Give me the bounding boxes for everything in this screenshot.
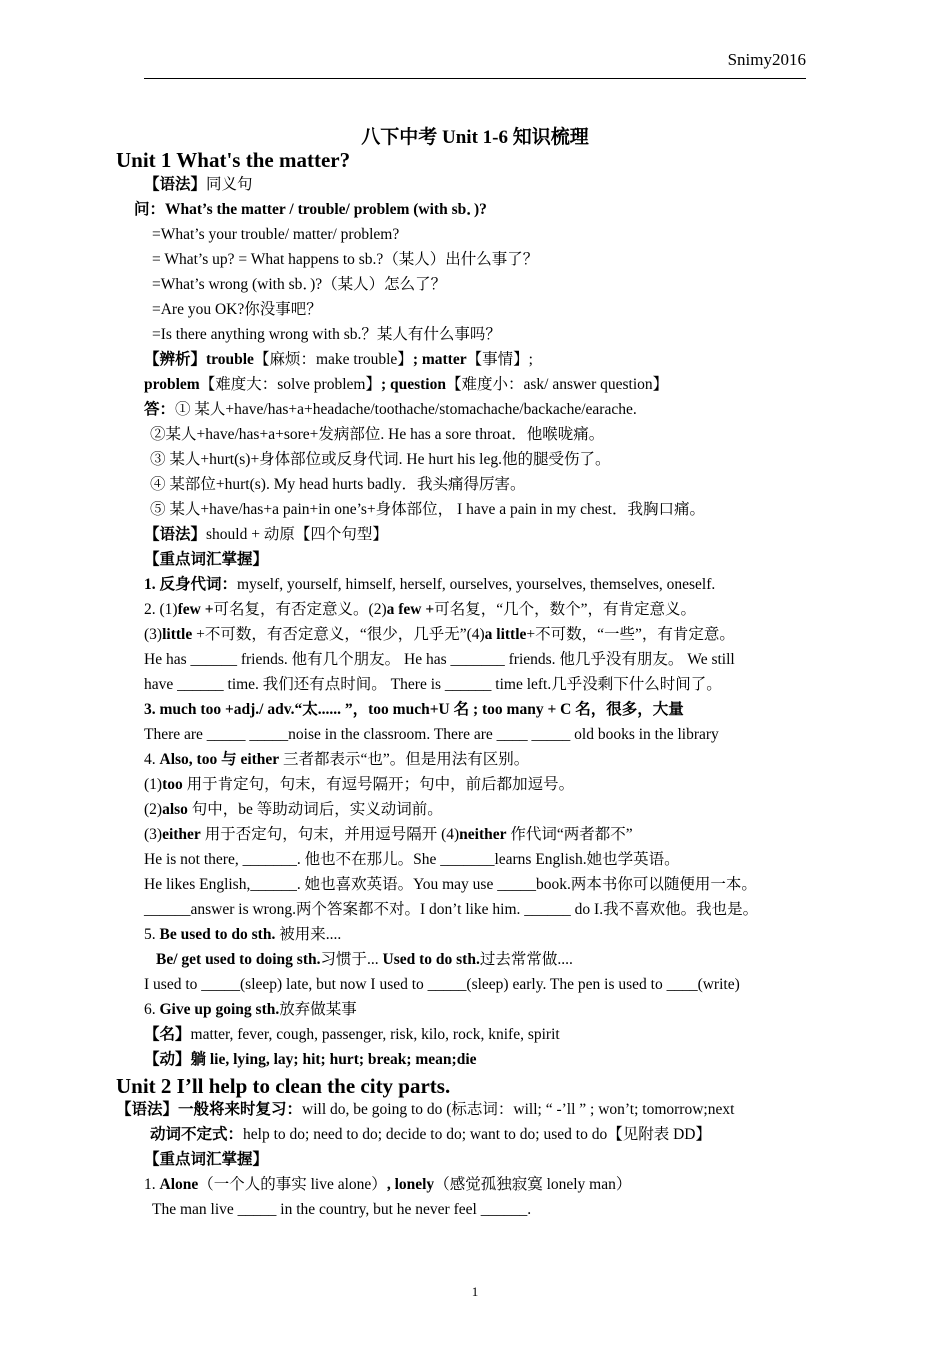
vocab-line: 4. Also, too 与 either 三者都表示“也”。但是用法有区别。 (144, 751, 530, 768)
vocab-line: 6. Give up going sth.放弃做某事 (144, 1001, 357, 1018)
vocab-line: Be/ get used to doing sth.习惯于... Used to do sth.过去常常做.... (156, 951, 573, 968)
answer-line: ⑤ 某人+have/has+a pain+in one’s+身体部位， I have a pain in my chest．我胸口痛。 (150, 501, 705, 518)
vocab-line: 1. Alone（一个人的事实 live alone）, lonely（感觉孤独寂寞 lonely man） (144, 1176, 632, 1193)
question-line: 问：What’s the matter / trouble/ problem (with sb．)? (134, 201, 487, 218)
vocab-heading: 【重点词汇掌握】 (144, 551, 269, 568)
grammar-line: 动词不定式：help to do; need to do; decide to do; want to do; used to do【见附表 DD】 (150, 1126, 711, 1143)
vocab-line: 5. Be used to do sth. 被用来.... (144, 926, 342, 943)
unit2-heading: Unit 2 I’ll help to clean the city parts. (116, 1074, 451, 1098)
exercise-line: I used to _____(sleep) late, but now I used to _____(sleep) early. The pen is used to ____(write) (144, 976, 740, 993)
answer-line: ③ 某人+hurt(s)+身体部位或反身代词. He hurt his leg.他的腿受伤了。 (150, 451, 611, 468)
exercise-line: He is not there, _______. 他也不在那儿。She _______learns English.她也学英语。 (144, 851, 680, 868)
header-divider (144, 78, 806, 79)
synonym-line: =What’s wrong (with sb．)?（某人）怎么了？ (152, 276, 447, 293)
header-brand: Snimy2016 (727, 50, 806, 69)
grammar-line: 【语法】should + 动原【四个句型】 (144, 526, 388, 543)
exercise-line: He has ______ friends. 他有几个朋友。 He has _______ friends. 他几乎没有朋友。 We still (144, 651, 735, 668)
answer-line: ②某人+have/has+a+sore+发病部位. He has a sore throat．他喉咙痛。 (150, 426, 605, 443)
synonym-line: =What’s your trouble/ matter/ problem? (152, 226, 400, 243)
exercise-line: The man live _____ in the country, but he never feel ______. (152, 1201, 532, 1218)
vocab-line: 3. much too +adj./ adv.“太...... ”，too much+U 名 ; too many + C 名，很多，大量 (144, 701, 684, 718)
page-number: 1 (471, 1284, 479, 1299)
answer-line: 答：① 某人+have/has+a+headache/toothache/stomachache/backache/earache. (144, 401, 637, 418)
synonym-line: = What’s up? = What happens to sb.?（某人）出什么事了？ (152, 251, 539, 268)
vocab-line: (3)little +不可数，有否定意义，“很少，几乎无”(4)a little+不可数，“一些”，有肯定意。 (144, 626, 735, 643)
unit1-heading: Unit 1 What's the matter? (116, 148, 351, 172)
exercise-line: have ______ time. 我们还有点时间。 There is ______ time left.几乎没剩下什么时间了。 (144, 676, 722, 693)
vocab-line: 2. (1)few +可名复，有否定意义。(2)a few +可名复，“几个，数个”，有肯定意义。 (144, 601, 696, 618)
exercise-line: There are _____ _____noise in the classroom. There are ____ _____ old books in the library (144, 726, 719, 743)
answer-line: ④ 某部位+hurt(s). My head hurts badly．我头痛得厉害。 (150, 476, 526, 493)
noun-list: 【名】matter, fever, cough, passenger, risk, kilo, rock, knife, spirit (144, 1026, 560, 1043)
exercise-line: He likes English,______. 她也喜欢英语。You may use _____book.两本书你可以随便用一本。 (144, 876, 757, 893)
synonym-line: =Is there anything wrong with sb.？某人有什么事吗？ (152, 326, 501, 343)
vocab-line: (3)either 用于否定句，句末，并用逗号隔开 (4)neither 作代词“两者都不” (144, 826, 633, 843)
vocab-line: (1)too 用于肯定句，句末，有逗号隔开；句中，前后都加逗号。 (144, 776, 575, 793)
distinction-line: 【辨析】trouble【麻烦：make trouble】; matter【事情】; (144, 351, 533, 368)
verb-list: 【动】躺 lie, lying, lay; hit; hurt; break; mean;die (144, 1051, 477, 1068)
exercise-line: ______answer is wrong.两个答案都不对。I don’t like him. ______ do I.我不喜欢他。我也是。 (144, 901, 759, 918)
vocab-heading: 【重点词汇掌握】 (144, 1151, 269, 1168)
distinction-line: problem【难度大：solve problem】; question【难度小：ask/ answer question】 (144, 376, 669, 393)
synonym-line: =Are you OK?你没事吧？ (152, 301, 322, 318)
grammar-line: 【语法】一般将来时复习：will do, be going to do (标志词：will; “ -’ll ” ; won’t; tomorrow;next (116, 1101, 735, 1118)
document-title: 八下中考 Unit 1-6 知识梳理 (361, 127, 589, 148)
vocab-line: 1. 反身代词：myself, yourself, himself, herself, ourselves, yourselves, themselves, oneself. (144, 576, 716, 593)
grammar-line: 【语法】同义句 (144, 176, 253, 193)
vocab-line: (2)also 句中，be 等助动词后，实义动词前。 (144, 801, 443, 818)
